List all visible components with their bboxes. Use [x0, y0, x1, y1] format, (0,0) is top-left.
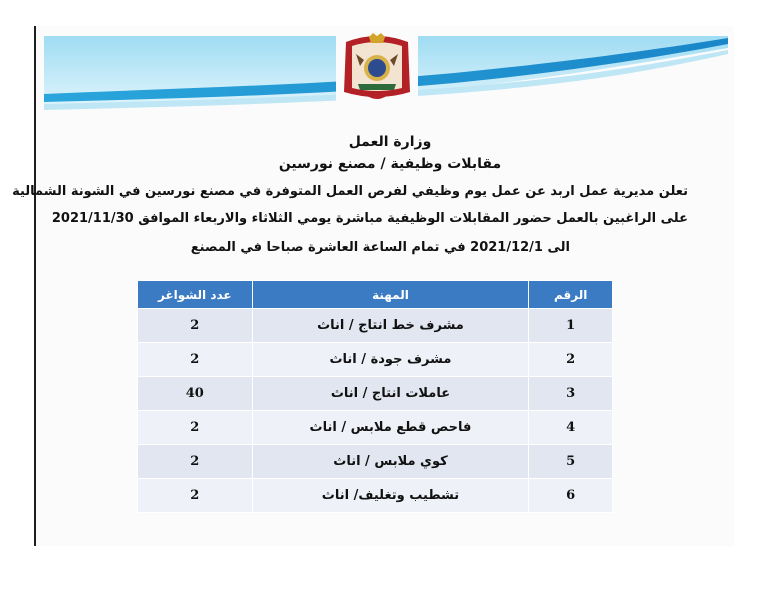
row-profession: فاحص قطع ملابس / اناث [252, 411, 529, 445]
row-vacancies: 40 [138, 377, 253, 411]
row-number: 5 [529, 445, 613, 479]
table-header-row [138, 281, 613, 309]
announcement-line-1: تعلن مديرية عمل اربد عن عمل يوم وظيفي لفرص العمل المتوفرة في مصنع نورسين في الشونة الشمالية [12, 184, 688, 199]
vacancies-table [137, 280, 613, 513]
table-row [138, 411, 613, 445]
header-vacancies: عدد الشواغر [138, 281, 253, 309]
page-edge-divider [34, 26, 36, 546]
row-profession: مشرف خط انتاج / اناث [252, 309, 529, 343]
announcement-subject: مقابلات وظيفية / مصنع نورسين [278, 156, 502, 172]
row-number: 4 [529, 411, 613, 445]
table-row [138, 479, 613, 513]
row-profession: عاملات انتاج / اناث [252, 377, 529, 411]
row-vacancies: 2 [138, 411, 253, 445]
row-number: 1 [529, 309, 613, 343]
row-vacancies: 2 [138, 343, 253, 377]
announcement-line-3: الى 2021/12/1 في تمام الساعة العاشرة صباحا في المصنع [190, 240, 570, 255]
table-row [138, 309, 613, 343]
row-vacancies: 2 [138, 309, 253, 343]
row-vacancies: 2 [138, 479, 253, 513]
table-row [138, 343, 613, 377]
row-number: 3 [529, 377, 613, 411]
row-profession: كوي ملابس / اناث [252, 445, 529, 479]
jordan-coat-of-arms-icon [336, 32, 418, 108]
row-vacancies: 2 [138, 445, 253, 479]
table-row [138, 377, 613, 411]
row-number: 6 [529, 479, 613, 513]
emblem-container [336, 32, 418, 108]
row-profession: تشطيب وتغليف/ اناث [252, 479, 529, 513]
header-profession: المهنة [252, 281, 529, 309]
header-number: الرقم [529, 281, 613, 309]
ministry-title: وزارة العمل [348, 134, 432, 150]
row-number: 2 [529, 343, 613, 377]
row-profession: مشرف جودة / اناث [252, 343, 529, 377]
announcement-line-2: على الراغبين بالعمل حضور المقابلات الوظيفية مباشرة يومي الثلاثاء والاربعاء الموافق 2021/11/30 [51, 211, 688, 226]
table-row [138, 445, 613, 479]
